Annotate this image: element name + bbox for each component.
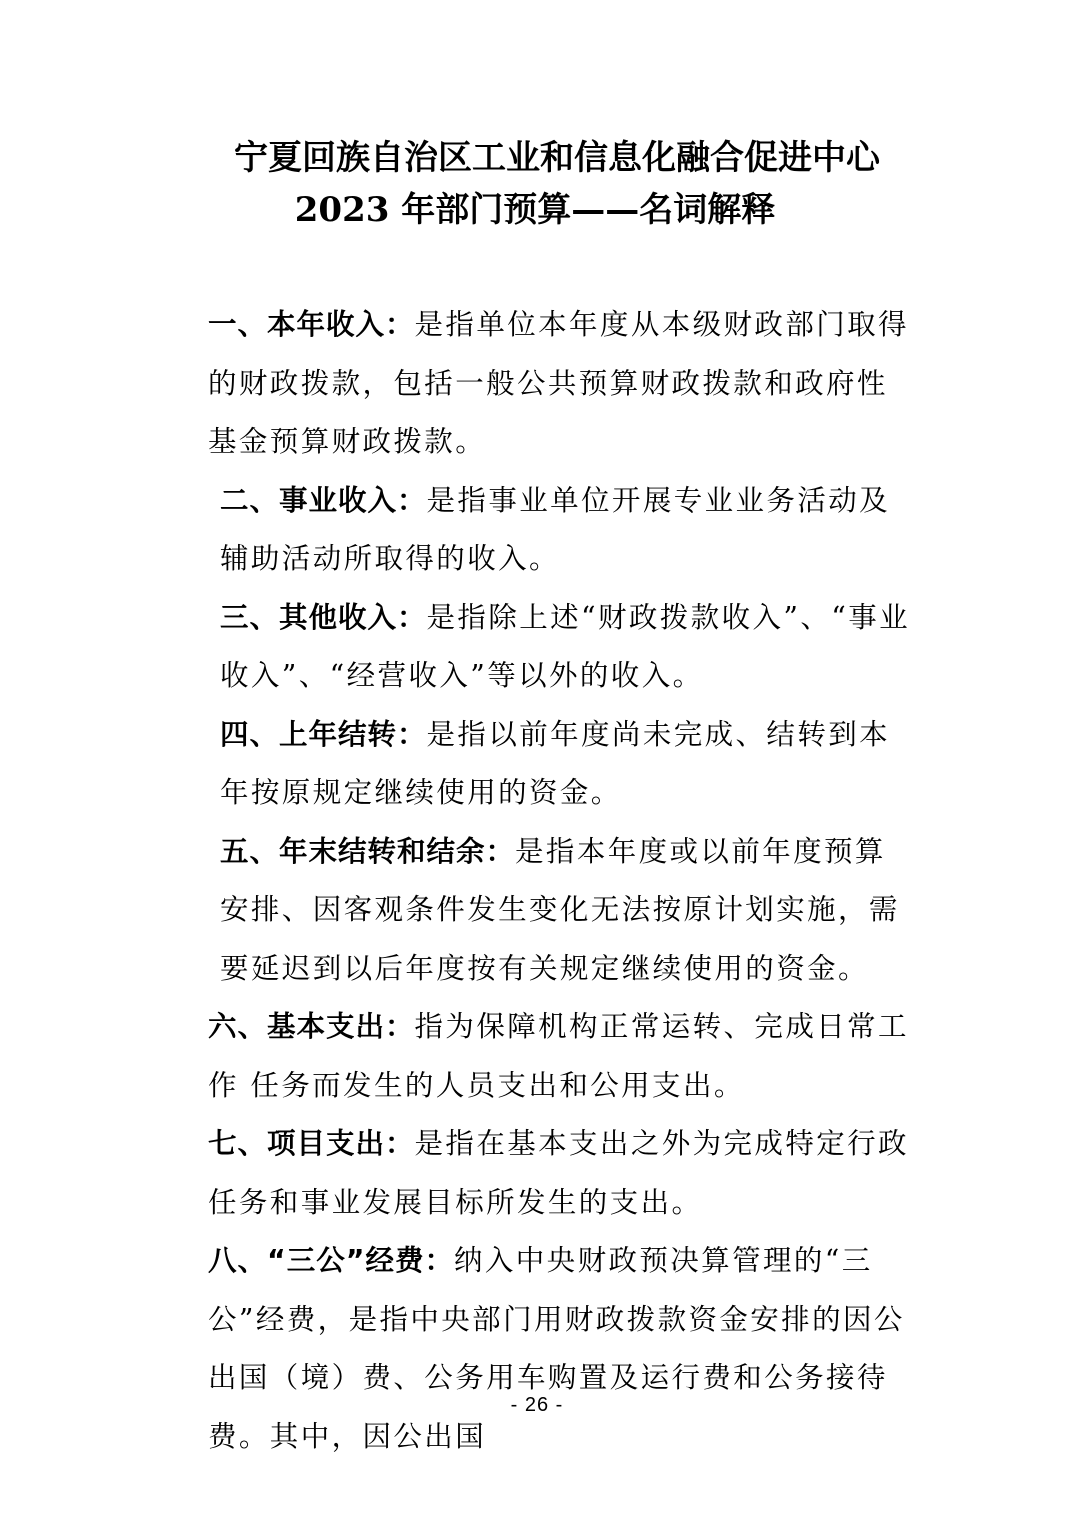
glossary-term: 七、项目支出： — [208, 1127, 415, 1160]
glossary-item-other-revenue — [164, 589, 914, 706]
glossary-definition: 是指事业单位开展专业业务活动及辅助活动所取得的收入。 — [220, 483, 891, 575]
glossary-item-basic-expenditure — [164, 998, 914, 1115]
glossary-definition: 纳入中央财政预决算管理的“三公”经费，是指中央部门用财政拨款资金安排的因公出国（境）费、公务用车购置及运行费和公务接待费。其中，因公出国 — [208, 1244, 905, 1453]
glossary-body — [164, 296, 914, 1466]
glossary-definition: 指为保障机构正常运转、完成日常工作 任务而发生的人员支出和公用支出。 — [208, 1010, 909, 1102]
glossary-item-prior-year-carryover — [164, 706, 914, 823]
glossary-definition: 是指本年度或以前年度预算安排、因客观条件发生变化无法按原计划实施，需要延迟到以后年度按有关规定继续使用的资金。 — [220, 834, 900, 985]
glossary-definition: 是指除上述“财政拨款收入”、“事业收入”、“经营收入”等以外的收入。 — [220, 600, 911, 692]
page-number: - 26 - — [510, 1394, 564, 1416]
glossary-term: 三、其他收入： — [220, 600, 427, 634]
glossary-term: 一、本年收入： — [208, 308, 415, 341]
glossary-item-current-year-revenue — [164, 296, 914, 472]
glossary-term: 八、“三公”经费： — [208, 1244, 454, 1277]
document-title-line-1: 宁夏回族自治区工业和信息化融合促进中心 — [234, 138, 880, 178]
glossary-definition: 是指单位本年度从本级财政部门取得的财政拨款，包括一般公共预算财政拨款和政府性基金预算财政拨款。 — [208, 308, 909, 458]
glossary-term: 五、年末结转和结余： — [220, 834, 516, 868]
glossary-term: 六、基本支出： — [208, 1010, 415, 1043]
glossary-definition: 是指在基本支出之外为完成特定行政任务和事业发展目标所发生的支出。 — [208, 1127, 909, 1219]
document-title-line-2-text: 2023 年部门预算——名词解释 — [294, 190, 776, 230]
glossary-item-project-expenditure — [164, 1115, 914, 1232]
glossary-definition: 是指以前年度尚未完成、结转到本年按原规定继续使用的资金。 — [220, 717, 891, 809]
glossary-item-business-revenue — [164, 472, 914, 589]
glossary-item-year-end-carryover-balance — [164, 823, 914, 999]
glossary-item-three-public-expenses — [164, 1232, 914, 1466]
glossary-term: 四、上年结转： — [220, 717, 427, 751]
glossary-term: 二、事业收入： — [220, 483, 427, 517]
document-title-line-2 — [0, 190, 1074, 230]
